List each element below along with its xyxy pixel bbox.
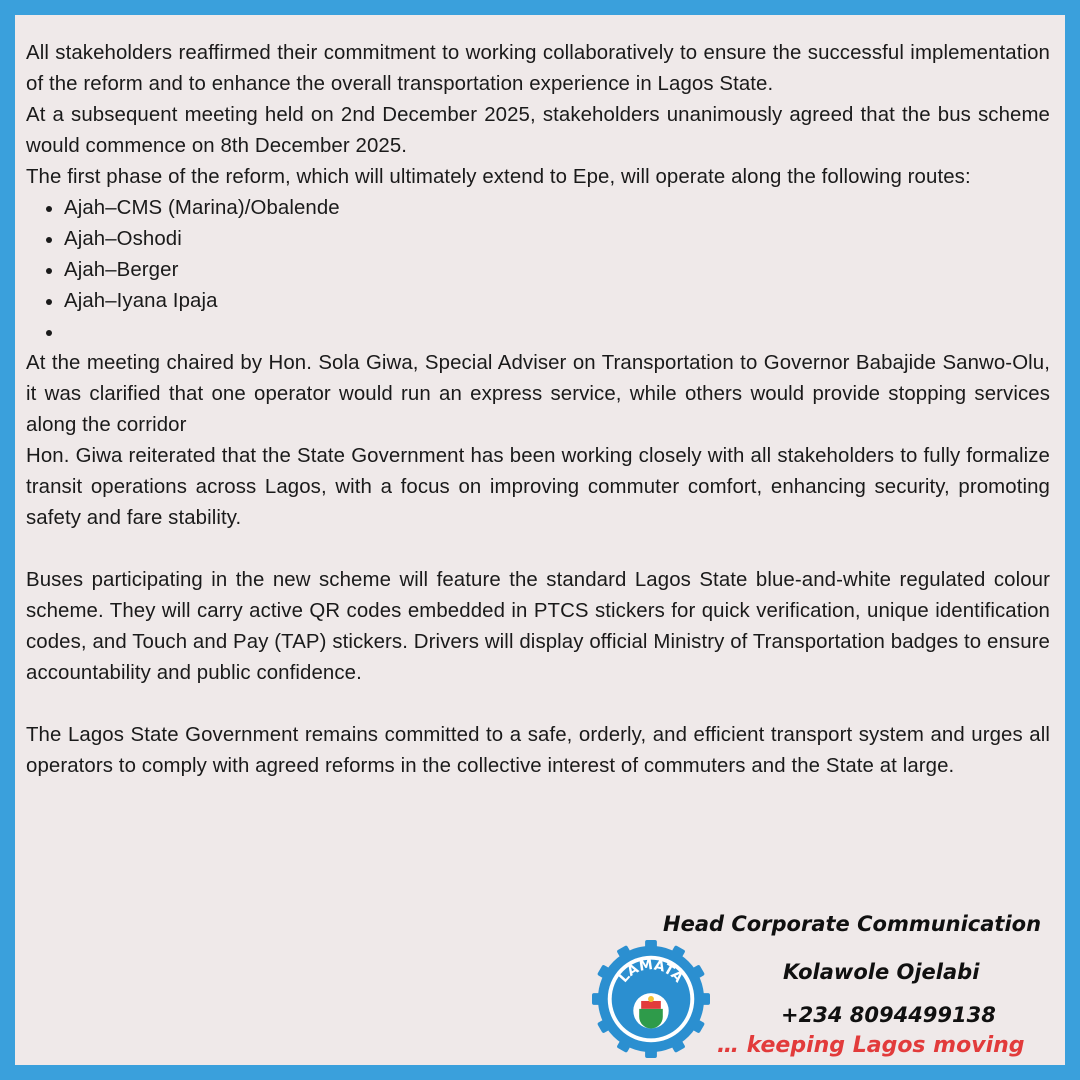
paragraph-giwa-reiterated: Hon. Giwa reiterated that the State Government has been working closely with all stakeholders to fully formalize transit operations across Lagos, with a focus on improving commuter comfort, enhancing security, promoting safety and fare stability.	[26, 445, 1050, 529]
press-release-card	[15, 15, 1065, 1065]
signature-name: Kolawole Ojelabi	[783, 960, 980, 984]
route-item: • Ajah–Oshodi	[64, 224, 1050, 255]
route-item: • Ajah–Berger	[64, 255, 1050, 286]
paragraph-chaired-meeting: At the meeting chaired by Hon. Sola Giwa, Special Adviser on Transportation to Governor Babajide Sanwo-Olu, it was clarified that one operator would run an express service, while others would provide stopping services along the corridor	[26, 352, 1050, 436]
paragraph-buses: Buses participating in the new scheme will feature the standard Lagos State blue-and-white regulated colour scheme. They will carry active QR codes embedded in PTCS stickers for quick verification, unique identification codes, and Touch and Pay (TAP) stickers. Drivers will display official Ministry of Transportation badges to ensure accountability and public confidence.	[26, 569, 1050, 684]
paragraph-commitment: All stakeholders reaffirmed their commitment to working collaboratively to ensure the successful implementation of the reform and to enhance the overall transportation experience in Lagos State.	[26, 42, 1050, 95]
route-item-empty	[64, 317, 1050, 348]
paragraph-closing: The Lagos State Government remains committed to a safe, orderly, and efficient transport system and urges all operators to comply with agreed reforms in the collective interest of commuters and the State at large.	[26, 724, 1050, 777]
route-item: • Ajah–CMS (Marina)/Obalende	[64, 193, 1050, 224]
spacer	[26, 534, 1050, 565]
logo-text-path: LAMATA	[615, 956, 687, 986]
route-item: • Ajah–Iyana Ipaja	[64, 286, 1050, 317]
crest-band	[641, 1001, 661, 1009]
signature-phone: +234 8094499138	[781, 1003, 996, 1027]
tagline: … keeping Lagos moving	[717, 1033, 1025, 1058]
body-text	[26, 38, 1050, 782]
crest-star	[648, 996, 654, 1002]
signature-title: Head Corporate Communication	[663, 912, 1042, 936]
paragraph-meeting-date: At a subsequent meeting held on 2nd December 2025, stakeholders unanimously agreed that the bus scheme would commence on 8th December 2025.	[26, 104, 1050, 157]
lamata-gear-logo-icon	[592, 940, 710, 1058]
paragraph-first-phase: The first phase of the reform, which will ultimately extend to Epe, will operate along the following routes:	[26, 166, 971, 188]
routes-list	[26, 193, 1050, 348]
spacer	[26, 689, 1050, 720]
